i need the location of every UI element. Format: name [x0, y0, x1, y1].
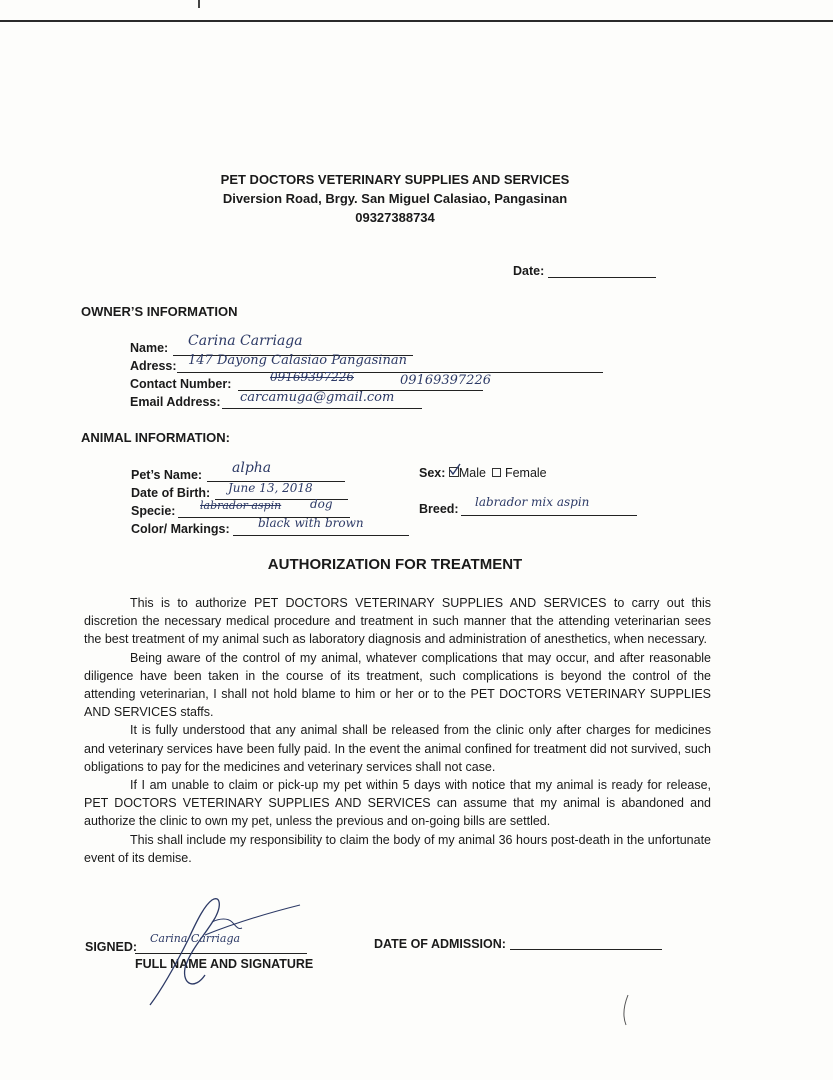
business-phone: 09327388734	[355, 210, 435, 225]
authorization-paragraph: If I am unable to claim or pick-up my pet within 5 days with notice that my animal is ready for release, PET DOCTORS VETERINARY SUPPLIES AND SERVICES can assume that my animal is abandoned and authorize the clinic to own my pet, unless the previous and on-going bills are settled.	[84, 778, 711, 829]
contact-number-label: Contact Number:	[130, 377, 232, 391]
sex-label: Sex:	[419, 466, 446, 480]
authorization-paragraph: This shall include my responsibility to claim the body of my animal 36 hours post-death in the unfortunate event of its demise.	[84, 832, 711, 865]
authorization-paragraph: Being aware of the control of my animal, whatever complications that may occur, and after reasonable diligence have been taken in the course of its treatment, such complications is beyond the control of the attending veterinarian, I shall not hold blame to him or her or to the PET DOCTORS VETERINARY SUPPLIES AND SERVICES staffs.	[84, 650, 711, 720]
contact-number-struck: 09169397226	[270, 370, 354, 384]
male-label: Male	[458, 466, 486, 480]
pet-name-value[interactable]: alpha	[232, 460, 272, 476]
email-value[interactable]: carcamuga@gmail.com	[240, 390, 395, 405]
owner-name-label: Name:	[130, 341, 169, 355]
species-struck: labrador aspin	[200, 499, 282, 512]
business-name: PET DOCTORS VETERINARY SUPPLIES AND SERVICES	[220, 172, 570, 187]
female-label: Female	[504, 466, 547, 480]
dob-value[interactable]: June 13, 2018	[228, 481, 313, 495]
date-label: Date:	[513, 264, 545, 278]
owner-section-title: OWNER’S INFORMATION	[81, 304, 238, 319]
contact-number-value[interactable]: 09169397226	[400, 373, 491, 388]
owner-name-value[interactable]: Carina Carriaga	[188, 333, 303, 349]
pet-name-label: Pet’s Name:	[131, 468, 203, 482]
animal-section-title: ANIMAL INFORMATION:	[81, 430, 230, 445]
dob-label: Date of Birth:	[131, 486, 211, 500]
signature-caption: FULL NAME AND SIGNATURE	[135, 957, 314, 971]
admission-date-label: DATE OF ADMISSION:	[374, 937, 506, 951]
owner-address-value[interactable]: 147 Dayong Calasiao Pangasinan	[188, 353, 407, 368]
authorization-paragraph: This is to authorize PET DOCTORS VETERINARY SUPPLIES AND SERVICES to carry out this discretion the necessary medical procedure and treatment in such manner that the attending veterinarian sees the best treatment of my animal such as laboratory diagnosis and administration of anesthetics, when necessary.	[84, 596, 711, 647]
species-label: Specie:	[131, 504, 176, 518]
owner-address-label: Adress:	[130, 359, 177, 373]
breed-label: Breed:	[419, 502, 459, 516]
color-markings-value[interactable]: black with brown	[258, 516, 364, 530]
breed-value[interactable]: labrador mix aspin	[475, 495, 590, 509]
color-markings-label: Color/ Markings:	[131, 522, 230, 536]
business-address: Diversion Road, Brgy. San Miguel Calasiao, Pangasinan	[222, 191, 568, 206]
signed-label: SIGNED:	[85, 940, 138, 954]
authorization-paragraph: It is fully understood that any animal shall be released from the clinic only after charges for medicines and veterinary services have been fully paid. In the event the animal confined for treatment did not survived, such obligations to pay for the medicines and veterinary services shall not case.	[84, 723, 711, 774]
email-label: Email Address:	[130, 395, 221, 409]
species-value[interactable]: dog	[310, 497, 333, 511]
authorization-title: AUTHORIZATION FOR TREATMENT	[267, 556, 523, 573]
signed-name-value[interactable]: Carina Carriaga	[150, 932, 241, 945]
